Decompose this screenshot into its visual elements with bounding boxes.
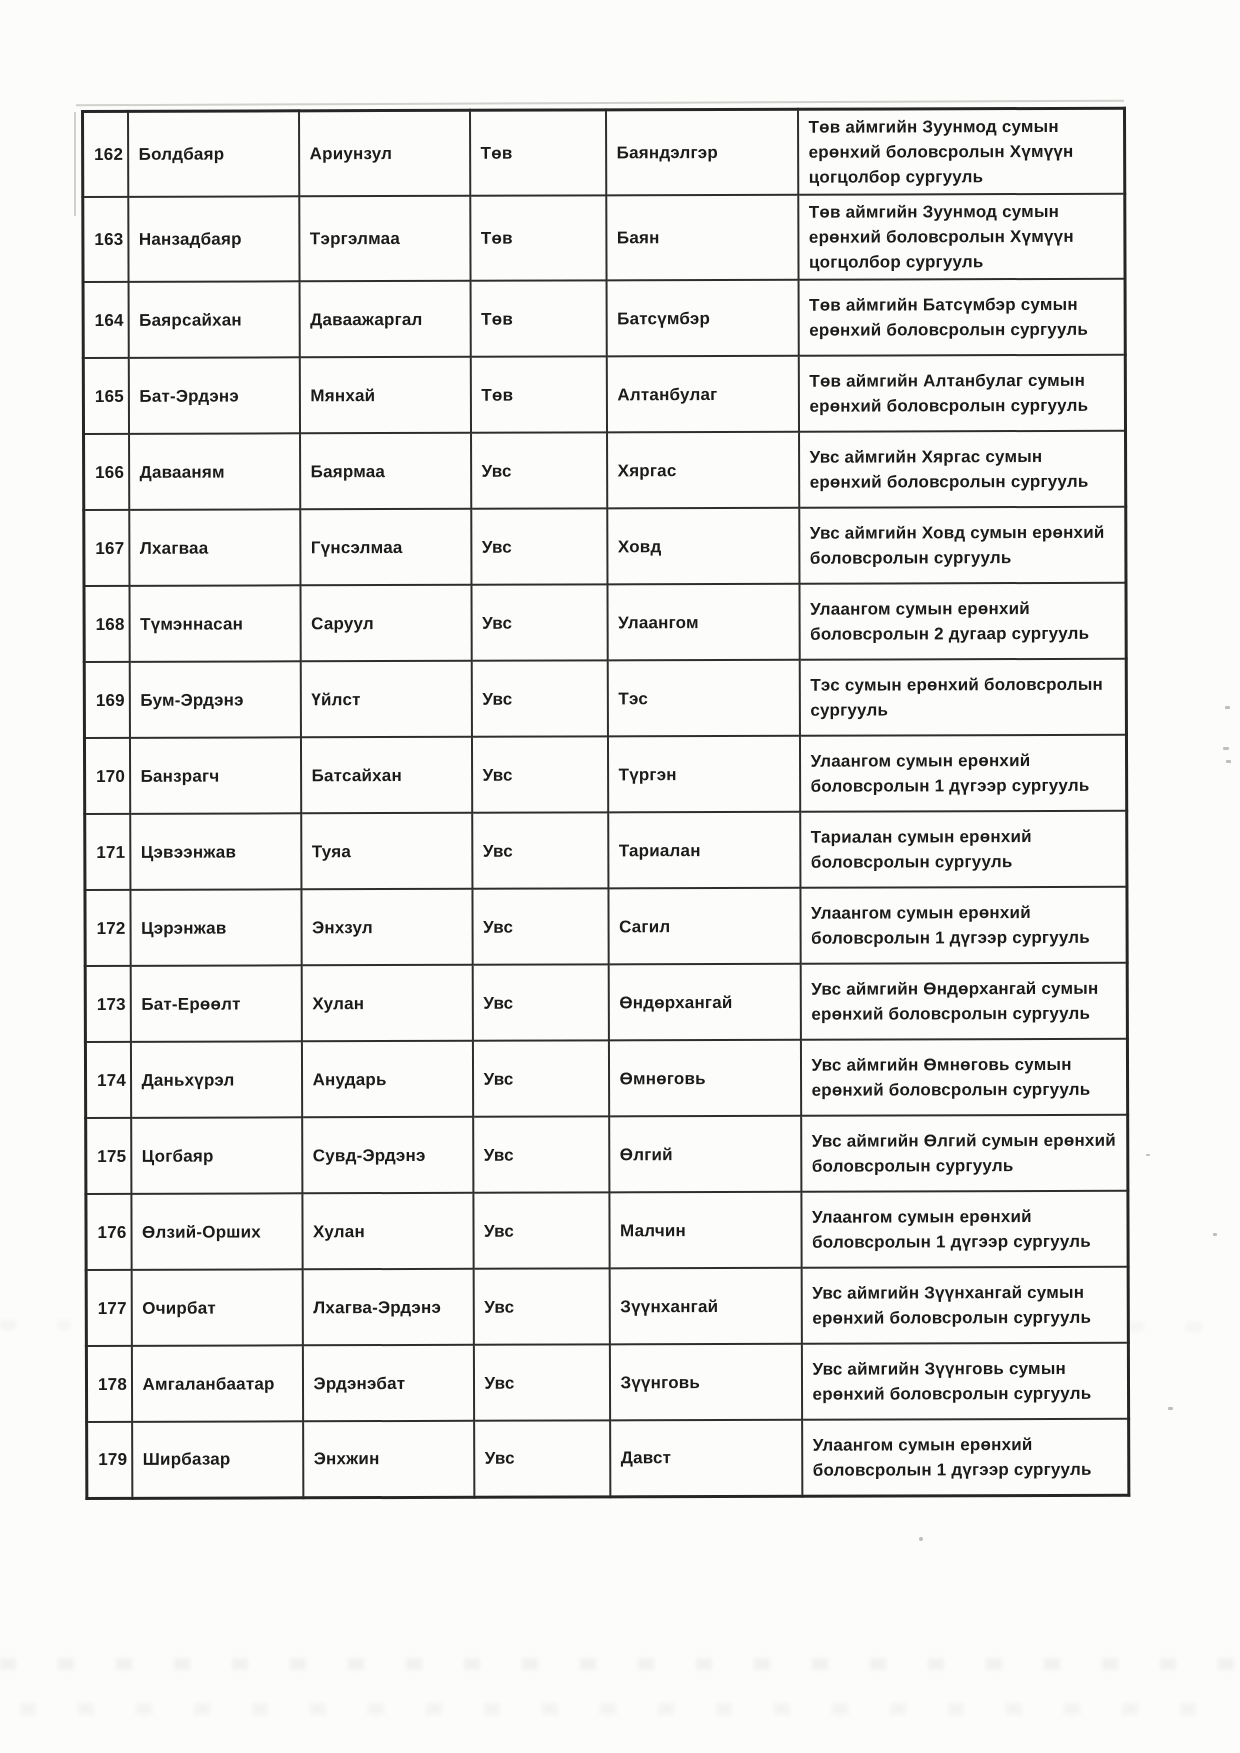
school-cell: Улаангом сумын ерөнхий боловсролын 1 дүгээр сургууль — [799, 735, 1126, 812]
school-cell: Төв аймгийн Алтанбулаг сумын ерөнхий боловсролын сургууль — [798, 355, 1125, 432]
soum-cell: Ховд — [607, 508, 799, 585]
row-number-cell: 170 — [84, 738, 129, 814]
given-name-cell: Туяа — [301, 813, 472, 890]
father-name-cell: Бат-Эрдэнэ — [128, 357, 299, 434]
row-number-cell: 169 — [84, 662, 129, 738]
scan-speck — [919, 1537, 923, 1541]
province-cell: Увс — [471, 660, 607, 736]
soum-cell: Өлгий — [609, 1116, 801, 1193]
father-name-cell: Амгаланбаатар — [131, 1345, 302, 1422]
father-name-cell: Ширбазар — [132, 1421, 303, 1498]
given-name-cell: Тэргэлмаа — [299, 196, 470, 282]
province-cell: Увс — [472, 888, 608, 964]
father-name-cell: Бум-Эрдэнэ — [129, 661, 300, 738]
roster-row — [83, 355, 1125, 434]
scan-smudge-band — [0, 1658, 1240, 1670]
roster-row — [84, 583, 1126, 662]
soum-cell: Хяргас — [607, 432, 799, 509]
given-name-cell: Энхзул — [301, 889, 472, 966]
student-roster-table — [81, 107, 1130, 1500]
father-name-cell: Цэрэнжав — [130, 889, 301, 966]
province-cell: Төв — [470, 110, 606, 196]
province-cell: Увс — [471, 508, 607, 584]
given-name-cell: Даваажаргал — [299, 281, 470, 358]
roster-row — [86, 1267, 1128, 1346]
row-number-cell: 177 — [86, 1270, 131, 1346]
father-name-cell: Цогбаяр — [131, 1117, 302, 1194]
roster-row — [83, 108, 1125, 197]
school-cell: Төв аймгийн Зуунмод сумын ерөнхий боловсролын Хүмүүн цогцолбор сургууль — [798, 194, 1125, 280]
roster-row — [86, 1343, 1128, 1422]
roster-row — [84, 431, 1126, 510]
soum-cell: Баяндэлгэр — [606, 109, 798, 195]
province-cell: Увс — [472, 1040, 608, 1116]
given-name-cell: Баярмаа — [300, 433, 471, 510]
province-cell: Увс — [473, 1268, 609, 1344]
row-number-cell: 172 — [85, 890, 130, 966]
roster-table-body — [83, 108, 1129, 1498]
given-name-cell: Ариунзул — [299, 110, 470, 196]
soum-cell: Сагил — [608, 888, 800, 965]
row-number-cell: 175 — [86, 1118, 131, 1194]
father-name-cell: Түмэннасан — [129, 585, 300, 662]
given-name-cell: Лхагва-Эрдэнэ — [302, 1269, 473, 1346]
row-number-cell: 174 — [85, 1042, 130, 1118]
given-name-cell: Мянхай — [299, 357, 470, 434]
row-number-cell: 171 — [85, 814, 130, 890]
row-number-cell: 165 — [83, 358, 128, 434]
roster-row — [84, 659, 1126, 738]
father-name-cell: Цэвээнжав — [130, 813, 301, 890]
father-name-cell: Баярсайхан — [128, 281, 299, 358]
province-cell: Увс — [472, 964, 608, 1040]
roster-row — [85, 1039, 1127, 1118]
father-name-cell: Очирбат — [131, 1269, 302, 1346]
school-cell: Увс аймгийн Хяргас сумын ерөнхий боловсролын сургууль — [799, 431, 1126, 508]
scan-speck — [1225, 706, 1230, 709]
province-cell: Увс — [471, 584, 607, 660]
given-name-cell: Гүнсэлмаа — [300, 509, 471, 586]
row-number-cell: 178 — [86, 1346, 131, 1422]
soum-cell: Тариалан — [608, 812, 800, 889]
father-name-cell: Бат-Ерөөлт — [130, 965, 301, 1042]
school-cell: Тэс сумын ерөнхий боловсролын сургууль — [799, 659, 1126, 736]
row-number-cell: 176 — [86, 1194, 131, 1270]
soum-cell: Давст — [610, 1420, 802, 1497]
school-cell: Увс аймгийн Зүүнхангай сумын ерөнхий боловсролын сургууль — [801, 1267, 1128, 1344]
given-name-cell: Хулан — [301, 965, 472, 1042]
school-cell: Увс аймгийн Өндөрхангай сумын ерөнхий боловсролын сургууль — [800, 963, 1127, 1040]
school-cell: Улаангом сумын ерөнхий боловсролын 2 дугаар сургууль — [799, 583, 1126, 660]
school-cell: Улаангом сумын ерөнхий боловсролын 1 дүгээр сургууль — [800, 887, 1127, 964]
father-name-cell: Давааням — [129, 433, 300, 510]
roster-row — [86, 1191, 1128, 1270]
scan-speck — [1146, 1154, 1150, 1156]
school-cell: Увс аймгийн Ховд сумын ерөнхий боловсролын сургууль — [799, 507, 1126, 584]
row-number-cell: 162 — [83, 111, 128, 197]
roster-row — [87, 1419, 1129, 1498]
school-cell: Увс аймгийн Өлгий сумын ерөнхий боловсролын сургууль — [801, 1115, 1128, 1192]
school-cell: Төв аймгийн Зуунмод сумын ерөнхий боловсролын Хүмүүн цогцолбор сургууль — [798, 108, 1125, 195]
school-cell: Төв аймгийн Батсүмбэр сумын ерөнхий боловсролын сургууль — [798, 279, 1125, 356]
scan-ghost-line-left — [74, 112, 76, 216]
soum-cell: Өмнөговь — [608, 1040, 800, 1117]
soum-cell: Улаангом — [607, 584, 799, 661]
row-number-cell: 163 — [83, 197, 128, 282]
scan-smudge-band — [20, 1703, 1200, 1715]
scan-ghost-line-top — [76, 100, 1124, 107]
roster-row — [84, 507, 1126, 586]
province-cell: Увс — [473, 1192, 609, 1268]
scan-smudge-band — [0, 1320, 70, 1330]
soum-cell: Малчин — [609, 1192, 801, 1269]
father-name-cell: Банзрагч — [129, 737, 300, 814]
father-name-cell: Болдбаяр — [128, 111, 299, 197]
row-number-cell: 168 — [84, 586, 129, 662]
soum-cell: Алтанбулаг — [606, 356, 798, 433]
father-name-cell: Нанзадбаяр — [128, 196, 299, 282]
province-cell: Увс — [473, 1116, 609, 1192]
given-name-cell: Батсайхан — [300, 737, 471, 814]
roster-row — [83, 279, 1125, 358]
school-cell: Увс аймгийн Зүүнговь сумын ерөнхий боловсролын сургууль — [801, 1343, 1128, 1420]
roster-row — [85, 887, 1127, 966]
province-cell: Увс — [471, 736, 607, 812]
soum-cell: Өндөрхангай — [608, 964, 800, 1041]
row-number-cell: 167 — [84, 510, 129, 586]
row-number-cell: 166 — [84, 434, 129, 510]
scan-speck — [1168, 1407, 1173, 1410]
scan-speck — [1213, 1233, 1217, 1236]
row-number-cell: 179 — [87, 1422, 132, 1498]
school-cell: Увс аймгийн Өмнөговь сумын ерөнхий боловсролын сургууль — [800, 1039, 1127, 1116]
province-cell: Төв — [470, 195, 606, 280]
row-number-cell: 173 — [85, 966, 130, 1042]
father-name-cell: Лхагваа — [129, 509, 300, 586]
scan-smudge-band — [1128, 1322, 1240, 1332]
province-cell: Увс — [474, 1420, 610, 1496]
roster-table-wrapper — [81, 107, 1130, 1500]
roster-row — [85, 811, 1127, 890]
soum-cell: Батсүмбэр — [606, 280, 798, 357]
given-name-cell: Хулан — [302, 1193, 473, 1270]
soum-cell: Зүүнговь — [609, 1344, 801, 1421]
province-cell: Увс — [472, 812, 608, 888]
scan-speck — [1223, 747, 1229, 750]
father-name-cell: Даньхүрэл — [130, 1041, 301, 1118]
father-name-cell: Өлзий-Орших — [131, 1193, 302, 1270]
soum-cell: Баян — [606, 195, 798, 281]
row-number-cell: 164 — [83, 282, 128, 358]
given-name-cell: Саруул — [300, 585, 471, 662]
roster-row — [86, 1115, 1128, 1194]
school-cell: Улаангом сумын ерөнхий боловсролын 1 дүгээр сургууль — [802, 1419, 1129, 1496]
given-name-cell: Үйлст — [300, 661, 471, 738]
province-cell: Төв — [470, 280, 606, 356]
given-name-cell: Анударь — [301, 1041, 472, 1118]
given-name-cell: Энхжин — [303, 1421, 474, 1498]
province-cell: Төв — [470, 356, 606, 432]
scan-speck — [1226, 760, 1231, 763]
given-name-cell: Сувд-Эрдэнэ — [302, 1117, 473, 1194]
province-cell: Увс — [471, 432, 607, 508]
soum-cell: Тэс — [607, 660, 799, 737]
roster-row — [83, 194, 1125, 282]
province-cell: Увс — [473, 1344, 609, 1420]
roster-row — [85, 963, 1127, 1042]
school-cell: Тариалан сумын ерөнхий боловсролын сургууль — [800, 811, 1127, 888]
school-cell: Улаангом сумын ерөнхий боловсролын 1 дүгээр сургууль — [801, 1191, 1128, 1268]
soum-cell: Түргэн — [607, 736, 799, 813]
soum-cell: Зүүнхангай — [609, 1268, 801, 1345]
given-name-cell: Эрдэнэбат — [302, 1345, 473, 1422]
roster-row — [84, 735, 1126, 814]
